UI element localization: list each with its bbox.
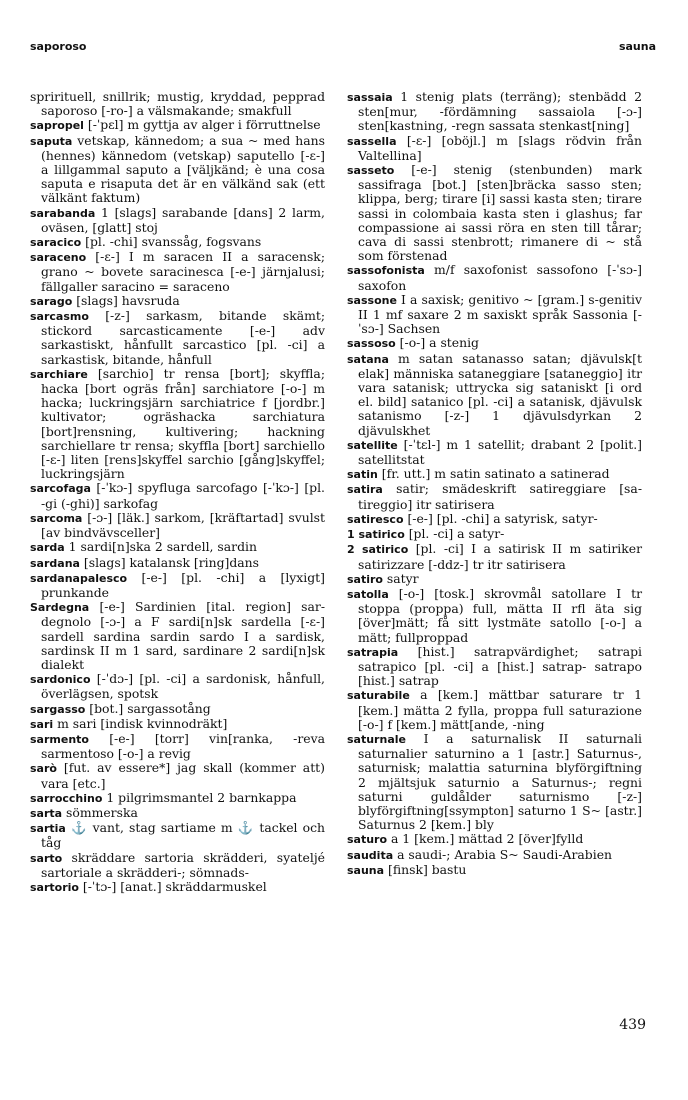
headword: satolla — [347, 587, 389, 601]
dictionary-entry — [30, 702, 325, 717]
entry-text: m sari [indisk kvinnodräkt] — [53, 715, 228, 731]
headword: satrapia — [347, 645, 399, 659]
entry-text: 1 pilgrimsmantel 2 barnkappa — [102, 789, 297, 805]
headword: sarchiare — [30, 367, 88, 381]
entry-text: [-o-] a stenig — [395, 335, 479, 351]
dictionary-entry — [30, 821, 325, 850]
headword: sari — [30, 717, 54, 731]
entry-text: [-e-] stenig (stenbunden) mark sassifraga [bot.] [sten]bräcka sasso sten; klippa, berg; tirare [i] sassi kasta sten; tirare sassi in colombaia kasta sten i glashus; far compassione ai sassi röra en sten till tårar; cava di sassi stenbrott; rimanere di ~ stå som förstenad — [358, 162, 642, 264]
dictionary-entry — [347, 572, 642, 587]
headword: sarago — [30, 294, 73, 308]
dictionary-entry — [30, 600, 325, 672]
entry-text: 1 stenig plats (terräng); stenbädd 2 sten[mur, -fördämning sassaiola [-ɔ-] sten[kastning, -regn sassata stenkast[ning] — [358, 89, 642, 134]
headword: satiro — [347, 572, 383, 586]
headword: sarto — [30, 851, 63, 865]
dictionary-entry — [347, 542, 642, 571]
dictionary-entry — [347, 527, 642, 542]
dictionary-entry — [30, 791, 325, 806]
headword: sasseto — [347, 164, 395, 178]
headword: sassone — [347, 293, 397, 307]
entry-text: [finsk] bastu — [384, 861, 467, 877]
entry-text: [-o-] [tosk.] skrovmål satollare I tr stoppa (proppa) full, mätta II rfl äta sig [över]mätt; få sitt lystmäte satollo [-o-] a mätt; fullproppad — [358, 585, 642, 645]
headword: sardana — [30, 556, 80, 570]
headword: saturnale — [347, 732, 406, 746]
dictionary-entry — [347, 467, 642, 482]
entry-text: satir; smädeskrift satireggiare [satireggio] itr satirisera — [358, 481, 642, 512]
headword: satira — [347, 483, 383, 497]
page-number: 439 — [619, 1017, 646, 1033]
entry-text: [-ˈdɔ-] [pl. -ci] a sardonisk, hånfull, överlägsen, spotsk — [41, 671, 325, 702]
entry-text: [sarchio] tr rensa [bort]; skyffla; hacka [bort ogräs från] sarchiatore [-o-] m hacka; luckringsjärn sarchiatrice f [jordbr.] kultivator; ogräshacka sarchiatura [bort]rensning, kultivering; hackning sarchiellare tr rensa; skyffla [bort] sarchiello [-ɛ-] liten [rens]skyffel sarchio [gång]skyffel; luckringsjärn — [41, 365, 325, 482]
headword: sarda — [30, 541, 65, 555]
dictionary-entry — [347, 336, 642, 351]
entry-text: [-z-] sarkasm, bitande skämt; stickord sarcasticamente [-e-] adv sarkastiskt, hånfullt sarcastico [pl. -ci] a sarkastisk, bitande, hånfull — [41, 308, 325, 367]
headword: sassaia — [347, 91, 393, 104]
running-header-left: saporoso — [30, 40, 87, 53]
dictionary-entry — [30, 511, 325, 540]
dictionary-entry — [30, 717, 325, 732]
dictionary-entry — [347, 352, 642, 438]
dictionary-entry — [347, 863, 642, 878]
dictionary-entry — [30, 571, 325, 600]
headword: sarcofaga — [30, 482, 91, 496]
headword: sarta — [30, 806, 63, 820]
entry-text: [-ˈtɛl-] m 1 satellit; drabant 2 [polit.] satellitstat — [358, 436, 642, 468]
headword: Sardegna — [30, 601, 90, 615]
headword: sarcoma — [30, 511, 83, 525]
headword: sartorio — [30, 880, 79, 894]
entry-text: [fr. utt.] m satin satinato a satinerad — [377, 466, 610, 482]
entry-text: [slags] katalansk [ring]dans — [79, 554, 260, 570]
left-column — [30, 90, 325, 895]
entry-text: [-e-] [torr] vin[ranka, -reva sarmentoso [-o-] a revig — [41, 730, 325, 762]
right-column — [347, 90, 642, 878]
headword: saturabile — [347, 689, 410, 703]
headword: satin — [347, 468, 378, 482]
dictionary-entry — [347, 263, 642, 292]
dictionary-entry — [30, 294, 325, 309]
entry-text: [-ˈtɔ-] [anat.] skräddarmuskel — [78, 878, 267, 894]
dictionary-entry — [347, 688, 642, 732]
headword: sardonico — [30, 673, 91, 687]
headword: saudita — [347, 848, 394, 862]
headword: sarabanda — [30, 206, 96, 220]
dictionary-entry — [347, 832, 642, 847]
dictionary-entry — [347, 90, 642, 134]
entry-text: sprirituell, snillrik; mustig, kryddad, pepprad saporoso [-ro-] a välsmakande; smakfull — [30, 89, 325, 119]
entry-text: skräddare sartoria skrädderi, syateljé sartoriale a skrädderi-; sömnads- — [41, 849, 325, 880]
dictionary-entry — [30, 90, 325, 118]
headword: 2 satirico — [347, 543, 409, 557]
dictionary-entry — [347, 848, 642, 863]
headword: saraceno — [30, 251, 87, 265]
entry-text: [pl. -ci] a satyr- — [404, 526, 505, 542]
dictionary-entry — [30, 481, 325, 510]
headword: satiresco — [347, 512, 404, 526]
dictionary-entry — [347, 587, 642, 645]
entry-text: vetskap, kännedom; a sua ~ med hans (hennes) kännedom (vetskap) saputello [-ɛ-] a lillgammal saputo a [väljkänd; è una cosa saputa e risaputa det är en välkänd sak (ett välkänt faktum) — [41, 132, 325, 206]
dictionary-entry — [30, 235, 325, 250]
entry-text: [fut. av essere*] jag skall (kommer att) vara [etc.] — [41, 760, 325, 791]
entry-text: [hist.] satrapvärdighet; satrapi satrapico [pl. -ci] a [hist.] satrap- satrapo [hist.] satrap — [358, 643, 642, 689]
headword: sarmento — [30, 732, 89, 746]
entry-text: I a saturnalisk II saturnali saturnalier saturnino a 1 [astr.] Saturnus-, saturnisk; malattia saturnina blyförgiftning 2 mjältsjuk saturnio a Saturnus-; regni saturni guldålder saturnismo [-z-] blyförgiftning[ssympton] saturno 1 S~ [astr.] Saturnus 2 [kem.] bly — [358, 730, 642, 833]
entry-text: a saudi-; Arabia S~ Saudi-Arabien — [393, 846, 613, 862]
dictionary-entry — [30, 206, 325, 235]
entry-text: [-ˈpɛl] m gyttja av alger i förruttnelse — [83, 117, 321, 133]
dictionary-entry — [347, 482, 642, 511]
dictionary-entry — [30, 880, 325, 895]
entry-text: [slags] havsruda — [72, 292, 180, 308]
dictionary-entry — [347, 512, 642, 527]
headword: sarò — [30, 762, 57, 776]
headword: sassofonista — [347, 264, 425, 278]
entry-text: [-e-] Sardinien [ital. region] sardegnolo [-ɔ-] a F sardi[n]sk sardella [-ɛ-] sardell sardina sardin sardo I a sardisk, sardinsk II m 1 sard, sardinare 2 sardi[n]sk dialekt — [41, 599, 325, 672]
entry-text: sömmerska — [62, 804, 138, 820]
entry-text: [-e-] [pl. -chi] a [lyxigt] prunkande — [41, 569, 325, 600]
dictionary-entry — [30, 367, 325, 482]
headword: sargasso — [30, 702, 86, 716]
running-header-right: sauna — [618, 40, 656, 53]
entry-text: I a saxisk; genitivo ~ [gram.] s-genitiv II 1 mf saxare 2 m saxiskt språk Sassonia [-ˈsɔ-] Sachsen — [358, 291, 642, 337]
dictionary-entry — [347, 645, 642, 689]
dictionary-entry — [347, 134, 642, 163]
dictionary-entry — [30, 556, 325, 571]
headword: saracico — [30, 236, 82, 250]
entry-text: a 1 [kem.] mättad 2 [över]fylld — [387, 831, 584, 847]
entry-text: satyr — [382, 570, 419, 586]
dictionary-entry — [30, 250, 325, 294]
headword: sartia — [30, 822, 66, 836]
entry-text: [pl. -chi] svanssåg, fogsvans — [81, 234, 262, 250]
dictionary-entry — [30, 134, 325, 206]
dictionary-entry — [347, 438, 642, 467]
dictionary-entry — [347, 732, 642, 832]
entry-text: 1 sardi[n]ska 2 sardell, sardin — [64, 539, 257, 555]
headword: sapropel — [30, 119, 84, 133]
entry-text: 1 [slags] sarabande [dans] 2 larm, oväsen, [glatt] stoj — [41, 204, 325, 235]
headword: sarcasmo — [30, 310, 89, 324]
dictionary-entry — [347, 293, 642, 337]
entry-text: [bot.] sargassotång — [85, 700, 211, 716]
headword: sassella — [347, 134, 397, 148]
entry-text: [-ɔ-] [läk.] sarkom, [kräftartad] svulst [av bindvävsceller] — [41, 509, 325, 541]
dictionary-entry — [30, 761, 325, 790]
dictionary-entry — [30, 851, 325, 880]
entry-text: [pl. -ci] I a satirisk II m satiriker satirizzare [-ddz-] tr itr satirisera — [358, 541, 642, 572]
dictionary-entry — [30, 309, 325, 367]
dictionary-entry — [30, 540, 325, 555]
headword: sarrocchino — [30, 791, 103, 805]
entry-text: [-ɛ-] [oböjl.] m [slags rödvin från Valtellina] — [358, 132, 642, 163]
entry-text: m satan satanasso satan; djävulsk[t elak] människa sataneggiare [sataneggio] itr vara satanisk; uttrycka sig sataniskt [i ord el. bild] satanico [pl. -ci] a satanisk, djävulsk satanismo [-z-] 1 djävulsdyrkan 2 djävulskhet — [358, 350, 642, 438]
entry-text: ⚓ vant, stag sartiame m ⚓ tackel och tåg — [41, 820, 325, 851]
dictionary-entry — [30, 732, 325, 761]
headword: sauna — [347, 863, 385, 877]
headword: saputa — [30, 134, 73, 148]
entry-text: m/f saxofonist sassofono [-ˈsɔ-] saxofon — [358, 262, 642, 293]
dictionary-entry — [30, 118, 325, 133]
entry-text: [-e-] [pl. -chi] a satyrisk, satyr- — [403, 510, 598, 526]
headword: saturo — [347, 833, 388, 847]
dictionary-entry — [347, 163, 642, 263]
headword: 1 satirico — [347, 528, 405, 542]
headword: sardanapalesco — [30, 571, 128, 585]
headword: satellite — [347, 438, 398, 452]
entry-text: [-ɛ-] I m saracen II a saracensk; grano ~ bovete saracinesca [-e-] järnjalusi; fällgaller saracino = saraceno — [41, 249, 325, 294]
entry-text: a [kem.] mättbar saturare tr 1 [kem.] mätta 2 fylla, proppa full saturazione [-o-] f [kem.] mätt[ande, -ning — [358, 687, 642, 732]
headword: satana — [347, 352, 389, 366]
dictionary-entry — [30, 806, 325, 821]
headword: sassoso — [347, 337, 396, 351]
entry-text: [-ˈkɔ-] spyfluga sarcofago [-ˈkɔ-] [pl. -gi (-ghi)] sarkofag — [41, 480, 325, 511]
dictionary-entry — [30, 672, 325, 701]
